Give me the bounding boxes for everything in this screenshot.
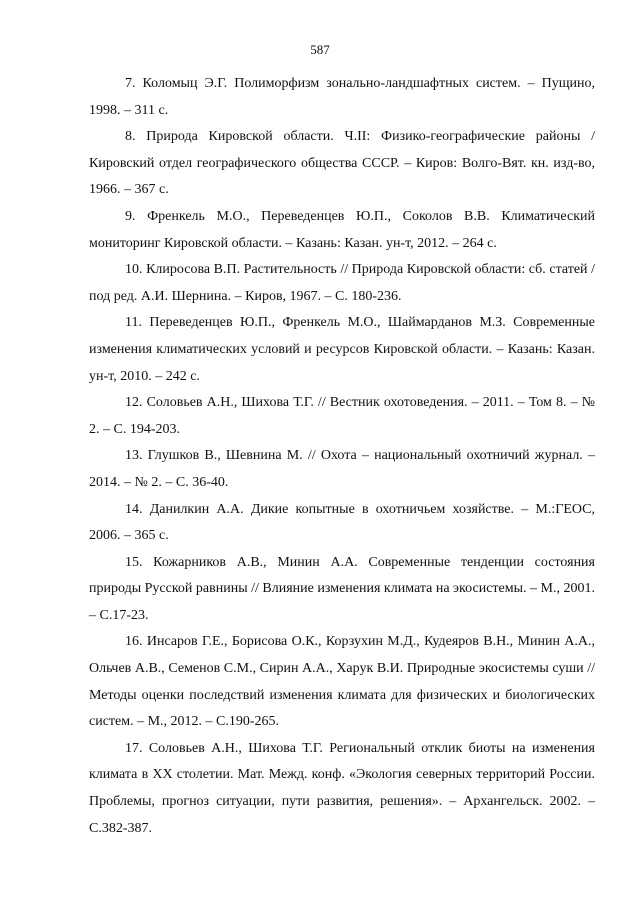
reference-item: 7. Коломыц Э.Г. Полиморфизм зонально-ландшафтных систем. – Пущино, 1998. – 311 с. bbox=[89, 76, 595, 118]
reference-item: 15. Кожарников А.В., Минин А.А. Современные тенденции состояния природы Русской равнины // Влияние изменения климата на экосистемы. – М., 2001. – С.17-23. bbox=[89, 554, 595, 623]
reference-list bbox=[89, 71, 595, 842]
reference-item: 11. Переведенцев Ю.П., Френкель М.О., Шаймарданов М.З. Современные изменения климатических условий и ресурсов Кировской области. – Казань: Казан. ун-т, 2010. – 242 с. bbox=[89, 315, 595, 384]
reference-item: 16. Инсаров Г.Е., Борисова О.К., Корзухин М.Д., Кудеяров В.Н., Минин А.А., Ольчев А.В., Семенов С.М., Сирин А.А., Харук В.И. Природные экосистемы суши // Методы оценки последствий изменения климата для физических и биологических систем. – М., 2012. – С.190-265. bbox=[89, 634, 595, 730]
page-number: 587 bbox=[310, 42, 330, 57]
reference-item: 13. Глушков В., Шевнина М. // Охота – национальный охотничий журнал. – 2014. – № 2. – С. 36-40. bbox=[89, 448, 595, 490]
reference-item: 10. Клиросова В.П. Растительность // Природа Кировской области: сб. статей / под ред. А.И. Шернина. – Киров, 1967. – С. 180-236. bbox=[89, 262, 595, 304]
reference-item: 14. Данилкин А.А. Дикие копытные в охотничьем хозяйстве. – М.:ГЕОС, 2006. – 365 с. bbox=[89, 501, 595, 544]
reference-item: 12. Соловьев А.Н., Шихова Т.Г. // Вестник охотоведения. – 2011. – Том 8. – № 2. – С. 194-203. bbox=[89, 395, 595, 437]
reference-item: 8. Природа Кировской области. Ч.II: Физико-географические районы / Кировский отдел географического общества СССР. – Киров: Волго-Вят. кн. изд-во, 1966. – 367 с. bbox=[89, 129, 595, 198]
reference-item: 9. Френкель М.О., Переведенцев Ю.П., Соколов В.В. Климатический мониторинг Кировской области. – Казань: Казан. ун-т, 2012. – 264 с. bbox=[89, 208, 595, 251]
reference-item: 17. Соловьев А.Н., Шихова Т.Г. Региональный отклик биоты на изменения климата в XX столетии. Мат. Межд. конф. «Экология северных территорий России. Проблемы, прогноз ситуации, пути развития, решения». – Архангельск. 2002. – С.382-387. bbox=[89, 740, 595, 836]
